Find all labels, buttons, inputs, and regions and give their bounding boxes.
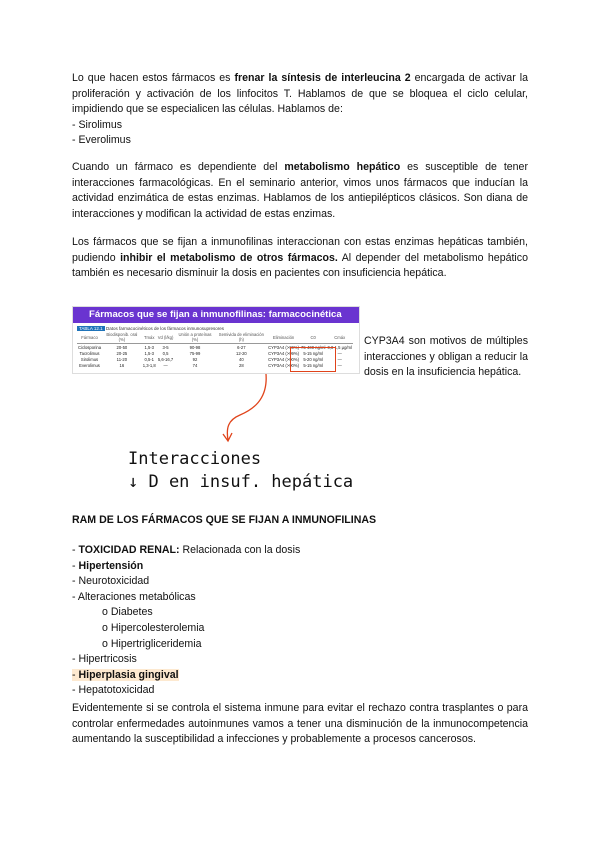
ram-subitem-hipercolesterolemia: o Hipercolesterolemia [102, 621, 205, 634]
pk-cell: Everolimus [79, 363, 100, 369]
ram-subitem-diabetes: o Diabetes [102, 606, 153, 619]
ram-item-hipertricosis: - Hipertricosis [72, 653, 137, 666]
pk-cell: 75-99 [189, 350, 201, 356]
pk-cell: 28 [239, 363, 244, 369]
pk-header-cell: Unión a proteínas (%) [174, 331, 215, 344]
pk-cell: 5,6-16,7 [157, 356, 174, 362]
ram-item-hepato: - Hepatotoxicidad [72, 684, 155, 697]
pk-header-cell: Tmáx [142, 331, 157, 344]
pk-cell: 20-50 [116, 344, 128, 350]
pk-cell: 90-98 [189, 344, 201, 350]
pk-header-cell: Semivida de eliminación (h) [216, 331, 268, 344]
pk-cell: 6-27 [237, 344, 246, 350]
pk-cell: 1,5-3 [144, 344, 154, 350]
pk-cell: 1,5-3 [144, 350, 154, 356]
handwritten-interacciones: Interacciones [128, 449, 262, 469]
paragraph-metabolismo: Cuando un fármaco es dependiente del metabolismo hepático es susceptible de tener interacciones farmacológicas. En el seminario anterior, vimos unos fármacos que inducían la actividad enzimática de estas enzimas. Hablamos de los antiepilépticos clásicos. Son diana de interacciones y modifican la actividad de estas enzimas. [72, 161, 528, 220]
pk-header-cell: Fármaco [77, 331, 102, 344]
ram-item-renal: - TOXICIDAD RENAL: Relacionada con la dosis [72, 544, 301, 556]
paragraph-inmunofilinas: Los fármacos que se fijan a inmunofilinas interaccionan con estas enzimas hepáticas también, pudiendo inhibir el metabolismo de otros fármacos. Al depender del metabolismo hepático también es necesario disminuir la dosis en pacientes con insuficiencia hepática. [72, 236, 528, 280]
ram-item-metabolicas: - Alteraciones metabólicas [72, 590, 196, 603]
ram-list [72, 543, 300, 699]
emphasis-il2: frenar la síntesis de interleucina 2 [234, 72, 411, 84]
list-item-everolimus: - Everolimus [72, 134, 131, 147]
pk-cell: 3-5 [162, 344, 169, 350]
pk-cell: 20-25 [116, 350, 128, 356]
ram-item-gingival: - Hiperplasia gingival [72, 668, 179, 681]
ram-item-hipertension: - Hipertensión [72, 559, 144, 572]
ram-heading: RAM DE LOS FÁRMACOS QUE SE FIJAN A INMUNOFILINAS [72, 514, 377, 526]
list-item-sirolimus: - Sirolimus [72, 118, 123, 131]
pk-cell: — [337, 350, 342, 356]
pk-header-cell: Cmáx [326, 331, 353, 344]
pk-cell: 74 [192, 363, 198, 369]
pk-cell: 5-20 ng/ml [303, 356, 324, 362]
pk-cell: 0,5-1 [144, 356, 154, 362]
slide-title: Fármacos que se fijan a inmunofilinas: farmacocinética [73, 307, 359, 323]
pk-cell: 75-400 ng/ml [300, 344, 326, 350]
paragraph-inmunocompetencia: Evidentemente si se controla el sistema inmune para evitar el rechazo contra trasplantes o para controlar enfermedades autoinmunes vamos a tener una disminución de la inmunocompetencia aumentando la susceptibilidad a infecciones y probablemente a procesos cancerosos. [72, 702, 528, 746]
table-caption: TABLA 12.1 Datos farmacocinéticos de los fármacos inmunosupresores [79, 326, 225, 331]
table-label: TABLA 12.1 [79, 326, 103, 331]
pk-cell: CYP3A4 (>90%) [268, 363, 299, 369]
pk-cell: Sirolimus [80, 356, 99, 362]
pk-cell: CYP3A4 (>90%) [268, 344, 299, 350]
ram-subitem-hipertrigliceridemia: o Hipertrigliceridemia [102, 637, 202, 650]
pk-cell: 11-20 [116, 356, 128, 362]
pk-cell: 40 [239, 356, 244, 362]
pk-cell: 16 [119, 363, 125, 369]
pk-cell: 5-15 ng/ml [303, 363, 324, 369]
pk-cell: 92 [192, 356, 198, 362]
paragraph-il2: Lo que hacen estos fármacos es frenar la síntesis de interleucina 2 encargada de activar la proliferación y activación de los linfocitos T. Hablamos de que se bloquea el ciclo celular, impidiendo que se especialicen las células. Hablamos de: - Sirolimus - Everolimus [72, 71, 528, 149]
pk-cell: Tacrolimus [79, 350, 100, 356]
pk-header-cell: Biodisponib. oral (%) [102, 331, 142, 344]
pk-header-cell: Eliminación [267, 331, 300, 344]
emphasis-metabolismo: metabolismo hepático [284, 161, 401, 173]
pk-cell: — [337, 363, 342, 369]
cyp3a4-note: CYP3A4 son motivos de múltiples interacciones y obligan a reducir la dosis en la insuficiencia hepática. [364, 335, 528, 379]
pk-cell: CYP3A4 (>90%) [268, 356, 299, 362]
pk-cell: CYP3A4 (>99%) [268, 350, 299, 356]
pk-cell: 0,8-1,5 µg/ml [327, 344, 352, 350]
pk-cell: Ciclosporina [78, 344, 102, 350]
pk-header-cell: Vd (l/kg) [157, 331, 175, 344]
pk-cell: 12-20 [236, 350, 247, 356]
pk-cell: 1,3-1,8 [142, 363, 156, 369]
handwritten-dosis: ↓ D en insuf. hepática [128, 472, 354, 492]
pk-header-cell: C0 [300, 331, 326, 344]
pk-cell: 5-15 ng/ml [303, 350, 324, 356]
ram-item-neuro: - Neurotoxicidad [72, 575, 150, 588]
emphasis-inhibir: inhibir el metabolismo de otros fármacos. [120, 251, 338, 264]
pk-cell: 0,5 [162, 350, 169, 356]
pk-cell: — [163, 363, 168, 369]
pk-cell: — [337, 356, 342, 362]
